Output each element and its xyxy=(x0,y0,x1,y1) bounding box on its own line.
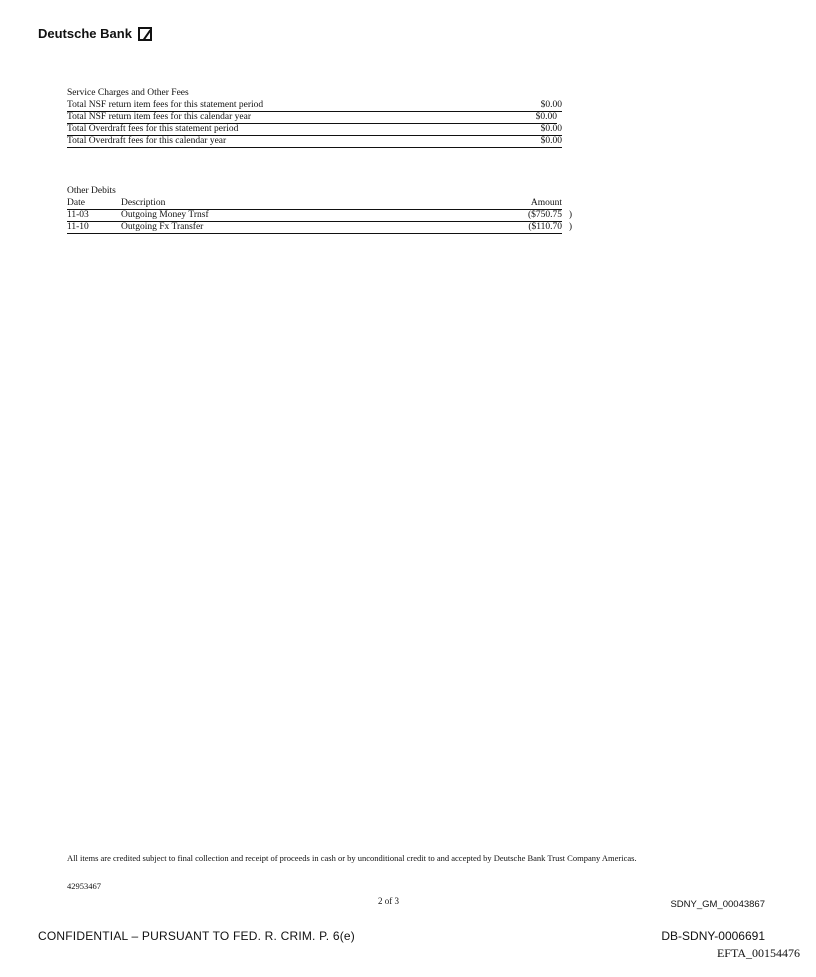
debit-description: Outgoing Money Trnsf xyxy=(121,210,209,220)
closing-paren: ) xyxy=(568,222,572,232)
deutsche-bank-logo-icon xyxy=(138,27,152,41)
fee-amount: $0.00 xyxy=(535,112,557,122)
table-row xyxy=(67,222,572,234)
fee-label: Total Overdraft fees for this statement period xyxy=(67,124,239,134)
fee-amount: $0.00 xyxy=(540,124,562,134)
debit-amount: ($750.75 ) xyxy=(527,210,572,220)
section-title: Other Debits xyxy=(67,186,116,196)
bates-sdny: SDNY_GM_00043867 xyxy=(670,899,765,910)
column-header-amount: Amount xyxy=(530,198,562,208)
fee-row xyxy=(67,112,557,124)
disclaimer: All items are credited subject to final collection and receipt of proceeds in cash or by unconditional credit to and accepted by Deutsche Bank Trust Company Americas. xyxy=(67,853,637,863)
service-charges-section xyxy=(67,88,562,148)
other-debits-section xyxy=(67,186,572,234)
column-header-description: Description xyxy=(121,198,166,208)
debit-description: Outgoing Fx Transfer xyxy=(121,222,204,232)
fee-label: Total NSF return item fees for this calendar year xyxy=(67,112,251,122)
section-title: Service Charges and Other Fees xyxy=(67,88,189,98)
closing-paren: ) xyxy=(568,210,572,220)
table-row xyxy=(67,210,572,222)
brand-name: Deutsche Bank xyxy=(38,26,132,41)
bank-header xyxy=(38,26,152,41)
fee-amount: $0.00 xyxy=(540,100,562,110)
debit-date: 11-10 xyxy=(67,222,89,232)
debit-amount: ($110.70 ) xyxy=(528,222,572,232)
debit-date: 11-03 xyxy=(67,210,89,220)
efta-number: EFTA_00154476 xyxy=(716,946,800,960)
table-header xyxy=(67,198,562,210)
account-reference: 42953467 xyxy=(67,881,101,891)
fee-label: Total NSF return item fees for this statement period xyxy=(67,100,264,110)
confidential-notice: CONFIDENTIAL – PURSUANT TO FED. R. CRIM. P. 6(e) xyxy=(38,929,355,943)
fee-row xyxy=(67,100,562,112)
fee-amount: $0.00 xyxy=(540,136,562,146)
column-header-date: Date xyxy=(67,198,85,208)
fee-row xyxy=(67,136,562,148)
fee-label: Total Overdraft fees for this calendar year xyxy=(67,136,227,146)
page-number: 2 of 3 xyxy=(378,896,399,906)
bates-db: DB-SDNY-0006691 xyxy=(661,929,765,943)
fee-row xyxy=(67,124,562,136)
